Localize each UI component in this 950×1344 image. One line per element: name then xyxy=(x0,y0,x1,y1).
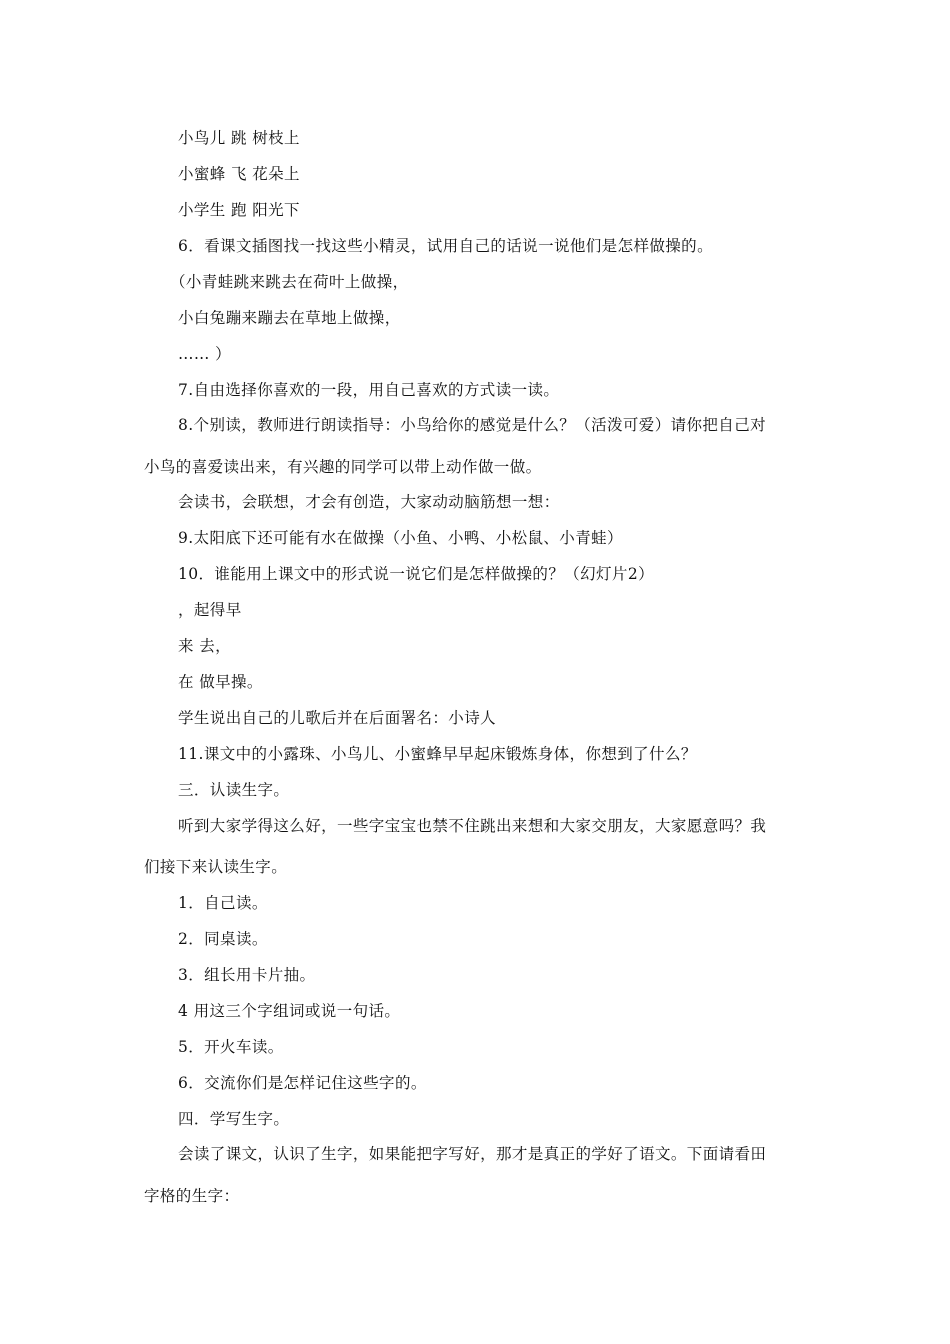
text-line: 小鸟的喜爱读出来，有兴趣的同学可以带上动作做一做。 xyxy=(144,458,542,476)
text-line: 8.个别读，教师进行朗读指导：小鸟给你的感觉是什么？（活泼可爱）请你把自己对 xyxy=(178,416,766,434)
text-line: 字格的生字： xyxy=(144,1187,240,1205)
text-line: （小青蛙跳来跳去在荷叶上做操， xyxy=(170,273,409,291)
text-line: 在 做早操。 xyxy=(178,673,263,691)
text-line: 11.课文中的小露珠、小鸟儿、小蜜蜂早早起床锻炼身体，你想到了什么？ xyxy=(178,745,697,763)
text-line: 5．开火车读。 xyxy=(178,1038,284,1056)
text-line: 小蜜蜂 飞 花朵上 xyxy=(178,165,300,183)
text-line: 们接下来认读生字。 xyxy=(144,858,288,876)
text-line: 1．自己读。 xyxy=(178,894,268,912)
text-line: 小白兔蹦来蹦去在草地上做操， xyxy=(178,309,401,327)
text-line: 6．看课文插图找一找这些小精灵，试用自己的话说一说他们是怎样做操的。 xyxy=(178,237,713,255)
text-line: 会读书，会联想，才会有创造，大家动动脑筋想一想： xyxy=(178,493,560,511)
text-line: 6．交流你们是怎样记住这些字的。 xyxy=(178,1074,427,1092)
text-line: 小学生 跑 阳光下 xyxy=(178,201,300,219)
text-line: 小鸟儿 跳 树枝上 xyxy=(178,129,300,147)
text-line: 4 用这三个字组词或说一句话。 xyxy=(178,1002,401,1020)
text-line: 会读了课文，认识了生字，如果能把字写好，那才是真正的学好了语文。下面请看田 xyxy=(178,1145,767,1163)
text-line: 9.太阳底下还可能有水在做操（小鱼、小鸭、小松鼠、小青蛙） xyxy=(178,529,623,547)
text-line: 3．组长用卡片抽。 xyxy=(178,966,316,984)
text-line: 听到大家学得这么好，一些字宝宝也禁不住跳出来想和大家交朋友，大家愿意吗？我 xyxy=(178,817,767,835)
text-line: ，起得早 xyxy=(178,601,242,619)
text-line: 10．谁能用上课文中的形式说一说它们是怎样做操的？（幻灯片2） xyxy=(178,565,654,583)
text-line: 来 去， xyxy=(178,637,232,655)
text-line: 7.自由选择你喜欢的一段，用自己喜欢的方式读一读。 xyxy=(178,381,560,399)
text-line: …… ） xyxy=(178,345,232,363)
section-heading: 三．认读生字。 xyxy=(178,781,290,799)
text-line: 学生说出自己的儿歌后并在后面署名：小诗人 xyxy=(178,709,497,727)
text-line: 2．同桌读。 xyxy=(178,930,268,948)
section-heading: 四．学写生字。 xyxy=(178,1110,290,1128)
